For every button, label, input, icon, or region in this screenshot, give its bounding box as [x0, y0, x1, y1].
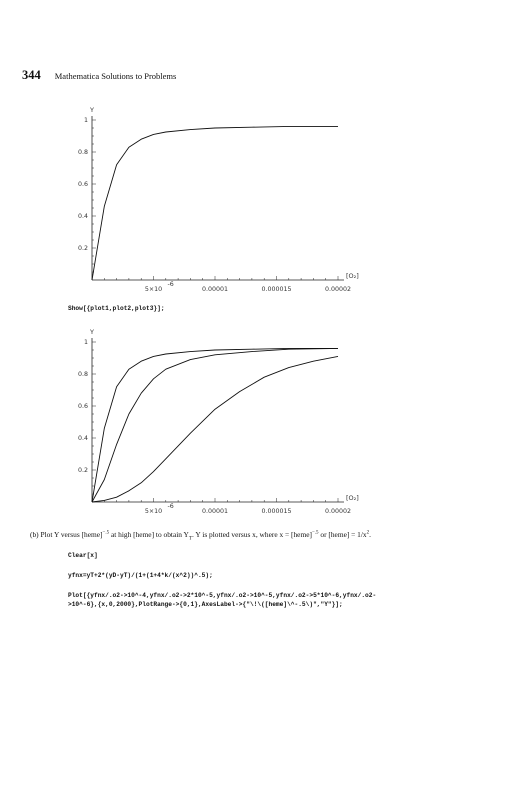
- part-b-text-3: . Y is plotted versus x, where x = [heme]: [191, 530, 312, 539]
- part-b-exponent-3: 2: [366, 530, 370, 536]
- series-curve-1: [92, 348, 338, 502]
- part-b-text: [30, 530, 371, 541]
- plot-1: [60, 96, 400, 296]
- y-tick-label: 0.2: [77, 467, 88, 475]
- x-tick-label: 0.00002: [324, 508, 352, 515]
- y-tick-label: 0.4: [77, 213, 88, 221]
- x-tick-exponent: -6: [167, 281, 174, 288]
- part-b-text-5: .: [369, 530, 371, 539]
- part-b-subscript-t: T: [188, 536, 192, 542]
- x-tick-label: 5×10: [144, 286, 163, 293]
- y-axis-label: Y: [90, 328, 94, 336]
- x-tick-label: 0.000015: [261, 508, 292, 515]
- y-tick-label: 1: [83, 339, 88, 347]
- y-tick-label: 0.2: [77, 245, 88, 253]
- series-curve-1: [92, 126, 338, 280]
- code-plot-line-1: Plot[{yfnx/.o2->10^-4,yfnx/.o2->2*10^-5,yfnx/.o2->10^-5,yfnx/.o2->5*10^-6,yfnx/.o2-: [68, 592, 377, 599]
- y-tick-label: 0.6: [77, 181, 88, 189]
- page-header: [22, 66, 176, 84]
- code-yfnx: yfnx=yT+2*(yD-yT)/(1+(1+4*k/(x^2))^.5);: [68, 572, 213, 579]
- x-axis-label: [O₂]: [346, 272, 359, 280]
- x-axis-label: [O₂]: [346, 494, 359, 502]
- y-tick-label: 0.8: [77, 149, 88, 157]
- part-b-text-2: at high [heme] to obtain Y: [109, 530, 189, 539]
- part-b-text-4: or [heme] = 1/x: [318, 530, 367, 539]
- y-tick-label: 1: [83, 117, 88, 125]
- code-clear: Clear[x]: [68, 552, 98, 559]
- part-b-text-1: (b) Plot Y versus [heme]: [30, 530, 103, 539]
- x-tick-label: 0.000015: [261, 286, 292, 293]
- code-show-plots: Show[{plot1,plot2,plot3}];: [68, 305, 165, 312]
- x-tick-label: 0.00001: [201, 286, 229, 293]
- plot-2: [60, 318, 400, 518]
- x-tick-label: 5×10: [144, 508, 163, 515]
- series-curve-3: [92, 356, 338, 502]
- page-number: 344: [22, 68, 41, 82]
- y-tick-label: 0.8: [77, 371, 88, 379]
- running-title: Mathematica Solutions to Problems: [54, 71, 177, 81]
- part-b-exponent-2: −.5: [311, 530, 319, 536]
- x-tick-exponent: -6: [167, 503, 174, 510]
- y-axis-label: Y: [90, 106, 94, 114]
- code-plot-line-2: >10^-6},{x,0,2000},PlotRange->{0,1},AxesLabel->{"\!\([heme]\^-.5\)","Y"}];: [68, 601, 343, 608]
- part-b-exponent-1: −.5: [102, 530, 110, 536]
- x-tick-label: 0.00002: [324, 286, 352, 293]
- x-tick-label: 0.00001: [201, 508, 229, 515]
- y-tick-label: 0.6: [77, 403, 88, 411]
- series-curve-2: [92, 348, 338, 502]
- y-tick-label: 0.4: [77, 435, 88, 443]
